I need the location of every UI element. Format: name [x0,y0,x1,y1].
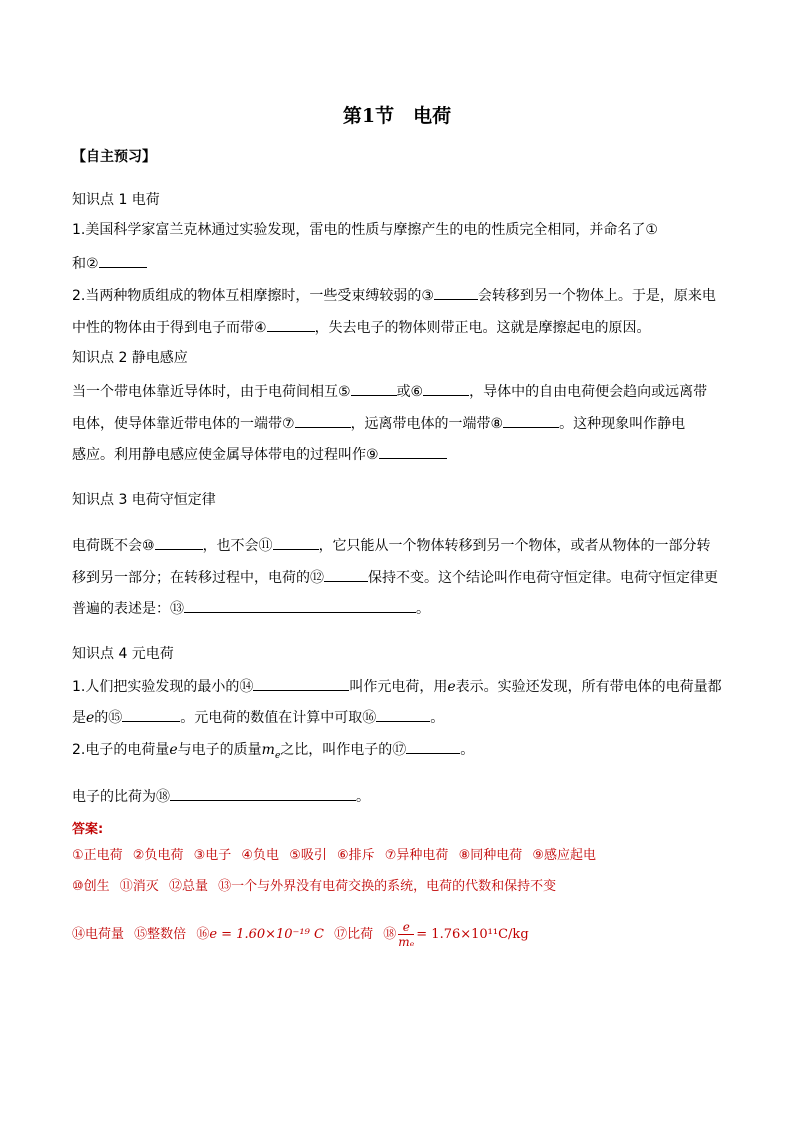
kp4-line2 [72,706,444,728]
blank-2[interactable] [99,252,147,268]
kp4-line2-text-d: 。 [430,710,445,726]
blank-8[interactable] [503,412,559,428]
kp4-line3-e: e [169,742,178,758]
kp2-line3-text-a: 感应。利用静电感应使金属导体带电的过程叫作⑨ [72,447,379,463]
kp1-line3-text-b: 会转移到另一个物体上。于是，原来电 [477,288,716,304]
kp1-line1: 1.美国科学家富兰克林通过实验发现，雷电的性质与摩擦产生的电的性质完全相同，并命名了① [72,222,658,238]
blank-12[interactable] [324,566,368,582]
kp1-line4-text-b: ，失去电子的物体则带正电。这就是摩擦起电的原因。 [314,320,651,336]
blank-11[interactable] [273,534,319,550]
kp1-line3-text-a: 2.当两种物质组成的物体互相摩擦时，一些受束缚较弱的③ [72,288,434,304]
kp2-line1-text-b: 或⑥ [396,384,424,400]
kp4-line3-text-d: 。 [460,742,475,758]
answer-14: ⑭电荷量 [72,927,125,942]
kp1-line2 [72,252,147,274]
kp4-line3-text-a: 2.电子的电荷量 [72,742,170,758]
blank-9[interactable] [379,443,447,459]
blank-15[interactable] [122,706,180,722]
answers-row-2 [72,877,562,897]
kp4-heading: 知识点 4 元电荷 [72,646,174,662]
answer-6: ⑥排斥 [336,848,375,863]
answer-18-denominator: mₑ [398,935,415,949]
kp4-line3-m: m [261,742,275,758]
section-heading: 【自主预习】 [72,149,156,165]
answers-row-3 [72,920,529,949]
answer-3: ③电子 [193,848,232,863]
kp2-heading: 知识点 2 静电感应 [72,350,188,366]
kp4-line1-text-a: 1.人们把实验发现的最小的⑭ [72,679,254,695]
kp4-line4-text-a: 电子的比荷为⑱ [72,789,170,805]
answer-16-label: ⑯ [196,927,210,942]
answer-5: ⑤吸引 [289,848,327,863]
kp2-line3 [72,443,447,465]
blank-13[interactable] [184,597,416,613]
answer-11: ⑪消灭 [119,879,159,894]
kp1-line4-text-a: 中性的物体由于得到电子而带④ [72,320,267,336]
kp3-line1-text-b: ，也不会⑪ [202,538,273,554]
kp2-line1-text-c: ，导体中的自由电荷便会趋向或远离带 [469,384,708,400]
kp4-line1-text-b: 叫作元电荷，用 [349,679,448,695]
answer-4: ④负电 [241,848,280,863]
blank-7[interactable] [295,412,351,428]
kp1-heading: 知识点 1 电荷 [72,192,160,208]
blank-14[interactable] [253,675,349,691]
answer-7: ⑦异种电荷 [384,848,449,863]
blank-10[interactable] [155,534,203,550]
kp4-line4 [72,785,370,807]
answer-18-label: ⑱ [383,927,397,942]
kp2-line2-text-c: 。这种现象叫作静电 [559,416,686,432]
kp4-line2-text-b: 的⑮ [94,710,123,726]
kp4-line2-e: e [86,710,95,726]
kp2-line1 [72,380,707,402]
answer-9: ⑨感应起电 [532,848,597,863]
kp1-line4 [72,316,651,338]
answers-label: 答案: [72,822,104,837]
kp3-line2-text-a: 移到另一部分；在转移过程中，电荷的⑫ [72,570,324,586]
blank-16[interactable] [376,706,430,722]
answer-12: ⑫总量 [168,879,208,894]
blank-6[interactable] [423,380,469,396]
kp2-line2-text-b: ，远离带电体的一端带⑧ [350,416,504,432]
kp3-line1 [72,534,711,556]
kp1-line3 [72,284,716,306]
kp4-line3-sub: e [274,750,281,761]
page-title: 第1节 电荷 [342,105,452,127]
blank-5[interactable] [351,380,397,396]
kp4-line4-text-b: 。 [356,789,370,805]
kp4-line2-text-a: 是 [72,710,86,726]
kp4-line3 [72,738,474,766]
kp2-line2 [72,412,685,434]
kp3-line3-text-a: 普遍的表述是：⑬ [72,601,184,617]
answer-16-formula: e = 1.60×10⁻¹⁹ C [209,927,324,942]
kp3-line1-text-c: ，它只能从一个物体转移到另一个物体，或者从物体的一部分转 [318,538,711,554]
blank-18[interactable] [170,785,356,801]
answer-8: ⑧同种电荷 [458,848,523,863]
answer-13: ⑬一个与外界没有电荷交换的系统，电荷的代数和保持不变 [218,879,557,894]
blank-4[interactable] [267,316,315,332]
answer-15: ⑮整数倍 [134,927,187,942]
kp2-line2-text-a: 电体，使导体靠近带电体的一端带⑦ [72,416,295,432]
kp4-line1-text-c: 表示。实验还发现，所有带电体的电荷量都 [455,679,722,695]
answer-1: ①正电荷 [72,848,123,863]
kp1-line2-text: 和② [72,256,99,272]
answer-18-value: = 1.76×10¹¹C/kg [416,927,529,942]
kp3-line3-text-b: 。 [416,601,430,617]
kp4-line3-text-b: 与电子的质量 [177,742,262,758]
kp4-line1 [72,675,722,697]
blank-3[interactable] [434,284,478,300]
kp4-line3-text-c: 之比，叫作电子的⑰ [280,742,407,758]
answer-10: ⑩创生 [72,879,110,894]
kp4-line2-text-c: 。元电荷的数值在计算中可取⑯ [180,710,377,726]
answer-2: ②负电荷 [132,848,184,863]
answers-row-1 [72,846,602,866]
blank-17[interactable] [406,738,460,754]
answer-18-fraction [398,920,414,949]
kp3-line1-text-a: 电荷既不会⑩ [72,538,155,554]
kp3-line3 [72,597,430,619]
kp3-line2-text-b: 保持不变。这个结论叫作电荷守恒定律。电荷守恒定律更 [368,570,718,586]
answer-17: ⑰比荷 [334,927,374,942]
kp2-line1-text-a: 当一个带电体靠近导体时，由于电荷间相互⑤ [72,384,351,400]
kp3-heading: 知识点 3 电荷守恒定律 [72,492,216,508]
answer-18-numerator: e [398,920,414,935]
kp4-line1-e: e [447,679,456,695]
kp3-line2 [72,566,718,588]
